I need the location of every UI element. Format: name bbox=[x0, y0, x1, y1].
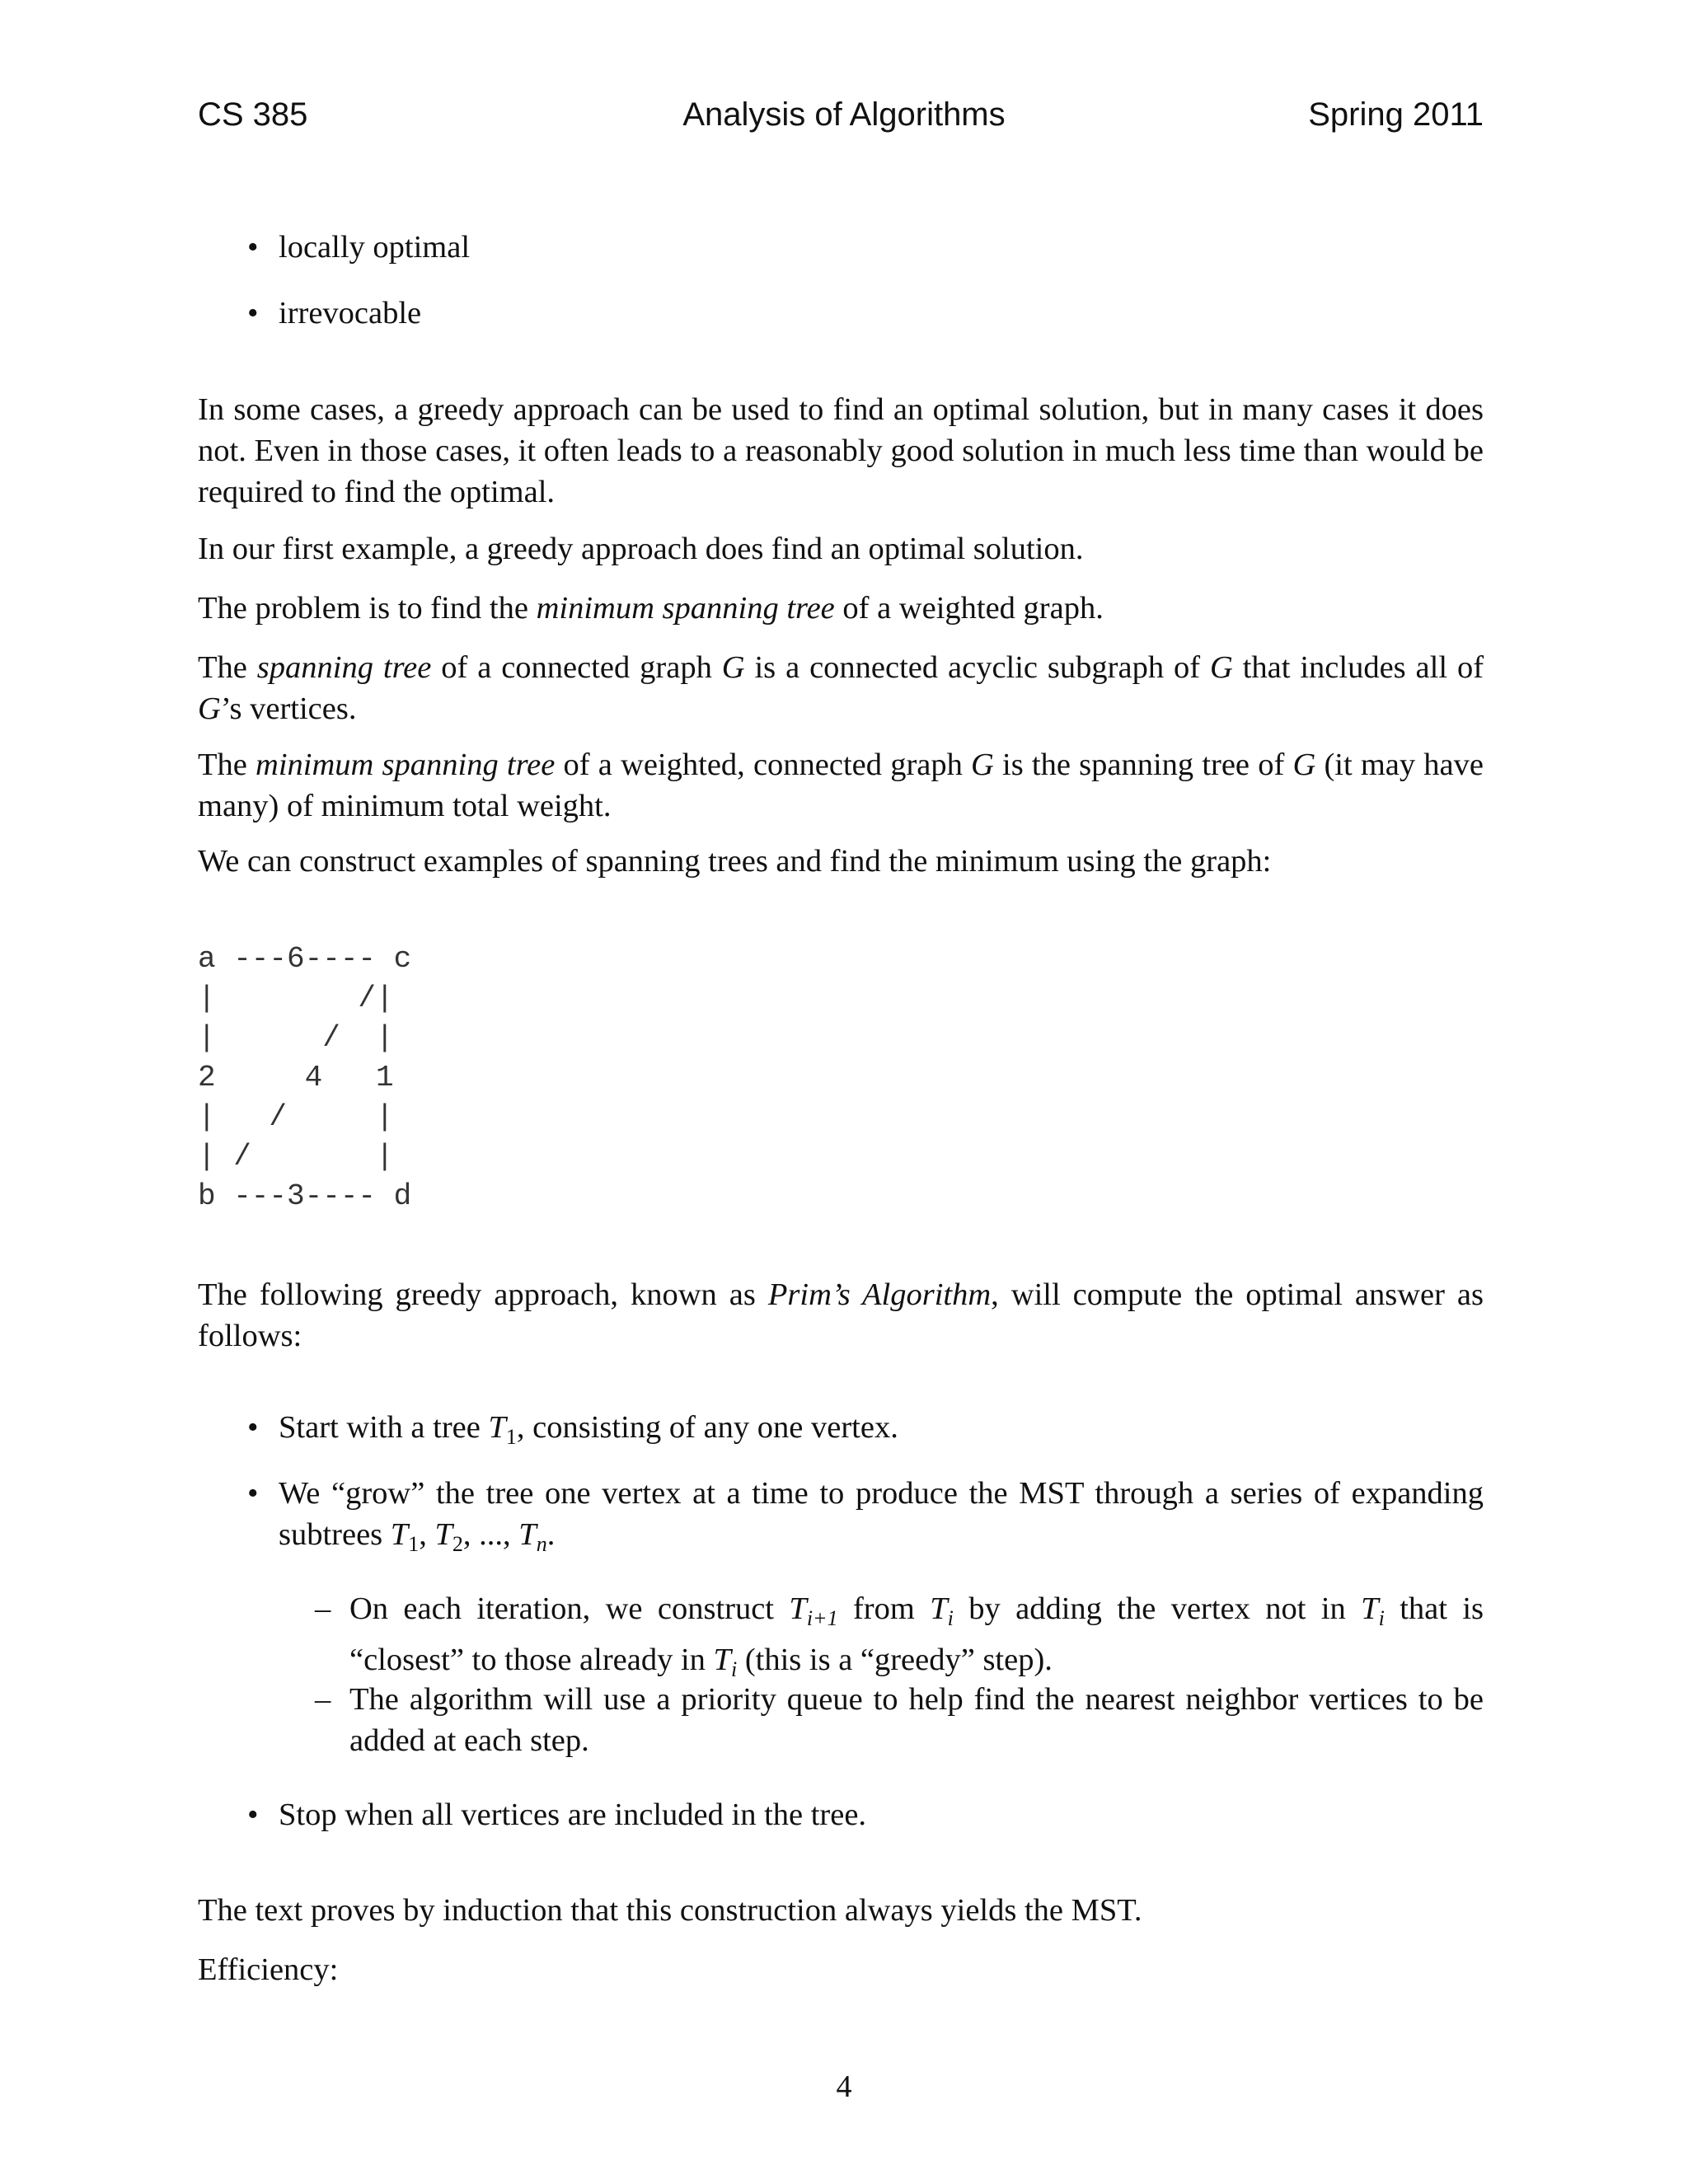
bullet-icon: • bbox=[247, 1410, 259, 1445]
emphasis-term: minimum spanning tree bbox=[256, 748, 556, 782]
sub-item-priority-queue bbox=[315, 1679, 1484, 1761]
emphasis-term: minimum spanning tree bbox=[536, 591, 835, 626]
paragraph-mst-definition bbox=[198, 744, 1484, 827]
bullet-icon: • bbox=[247, 230, 259, 265]
paragraph-text: In our first example, a greedy approach does find an optimal solution. bbox=[198, 532, 1084, 566]
bullet-item-stop bbox=[247, 1794, 1484, 1835]
paragraph-induction-proof bbox=[198, 1890, 1484, 1931]
paragraph-first-example bbox=[198, 528, 1484, 569]
bullet-icon: • bbox=[247, 296, 259, 330]
emphasis-term: Prim’s Algorithm bbox=[767, 1277, 992, 1312]
bullet-item-start bbox=[247, 1407, 1484, 1458]
paragraph-text: Efficiency: bbox=[198, 1952, 339, 1987]
paragraph-text: The following greedy approach, known as Prim’s Algorithm, will compute the optimal answer as follows: bbox=[198, 1277, 1484, 1353]
paragraph-spanning-tree-definition bbox=[198, 647, 1484, 729]
bullet-text: We “grow” the tree one vertex at a time to produce the MST through a series of expanding subtrees $T_1$, $T_2$, ..., $T_n$. bbox=[279, 1476, 1484, 1556]
header-course: CS 385 bbox=[198, 96, 308, 133]
bullet-item-grow bbox=[247, 1473, 1484, 1565]
paragraph-construct-examples bbox=[198, 841, 1484, 882]
math-var-g: G bbox=[1209, 650, 1233, 685]
paragraph-text: The minimum spanning tree of a weighted, connected graph G is the spanning tree of G (it may have many) of minimum total weight. bbox=[198, 748, 1484, 823]
paragraph-text: The spanning tree of a connected graph G is a connected acyclic subgraph of G that includes all of G’s vertices. bbox=[198, 650, 1484, 726]
bullet-item-irrevocable bbox=[247, 293, 1484, 334]
paragraph-text: The problem is to find the minimum spanning tree of a weighted graph. bbox=[198, 591, 1104, 626]
sub-item-iteration bbox=[315, 1588, 1484, 1690]
math-var-g: G bbox=[1292, 748, 1316, 782]
emphasis-term: spanning tree bbox=[256, 650, 432, 685]
header-term: Spring 2011 bbox=[1308, 96, 1484, 133]
dash-icon: – bbox=[315, 1591, 331, 1626]
bullet-text: Stop when all vertices are included in the tree. bbox=[279, 1797, 867, 1832]
dash-icon: – bbox=[315, 1682, 331, 1717]
math-var-g: G bbox=[971, 748, 994, 782]
bullet-text: locally optimal bbox=[279, 230, 471, 265]
paragraph-efficiency bbox=[198, 1949, 1484, 1990]
bullet-icon: • bbox=[247, 1797, 259, 1832]
paragraph-text: We can construct examples of spanning trees and find the minimum using the graph: bbox=[198, 844, 1272, 879]
paragraph-text: The text proves by induction that this construction always yields the MST. bbox=[198, 1893, 1142, 1928]
paragraph-problem-statement bbox=[198, 588, 1484, 629]
bullet-text: Start with a tree $T_1$, consisting of any one vertex. bbox=[279, 1410, 898, 1449]
page-number: 4 bbox=[836, 2069, 852, 2104]
paragraph-text: In some cases, a greedy approach can be used to find an optimal solution, but in many cases it does not. Even in those cases, it often leads to a reasonably good solution in much less time than would be required to find the optimal. bbox=[198, 392, 1484, 509]
header-title: Analysis of Algorithms bbox=[682, 96, 1006, 133]
sub-item-text: On each iteration, we construct $T_{i+1}$ from $T_i$ by adding the vertex not in $T_i$ that is “closest” to those already in $T_i$ (this is a “greedy” step). bbox=[349, 1591, 1484, 1681]
sub-item-text: The algorithm will use a priority queue to help find the nearest neighbor vertices to be added at each step. bbox=[349, 1682, 1484, 1758]
math-var-g: G bbox=[198, 691, 221, 726]
math-var-g: G bbox=[721, 650, 745, 685]
bullet-item-locally-optimal bbox=[247, 227, 1484, 268]
bullet-text: irrevocable bbox=[279, 296, 422, 330]
bullet-icon: • bbox=[247, 1476, 259, 1511]
paragraph-prims-intro bbox=[198, 1274, 1484, 1357]
paragraph-greedy-optimality bbox=[198, 389, 1484, 513]
ascii-graph: a ---6---- c | /| | / | 2 4 1 | / | | / | b ---3---- d bbox=[198, 942, 412, 1213]
